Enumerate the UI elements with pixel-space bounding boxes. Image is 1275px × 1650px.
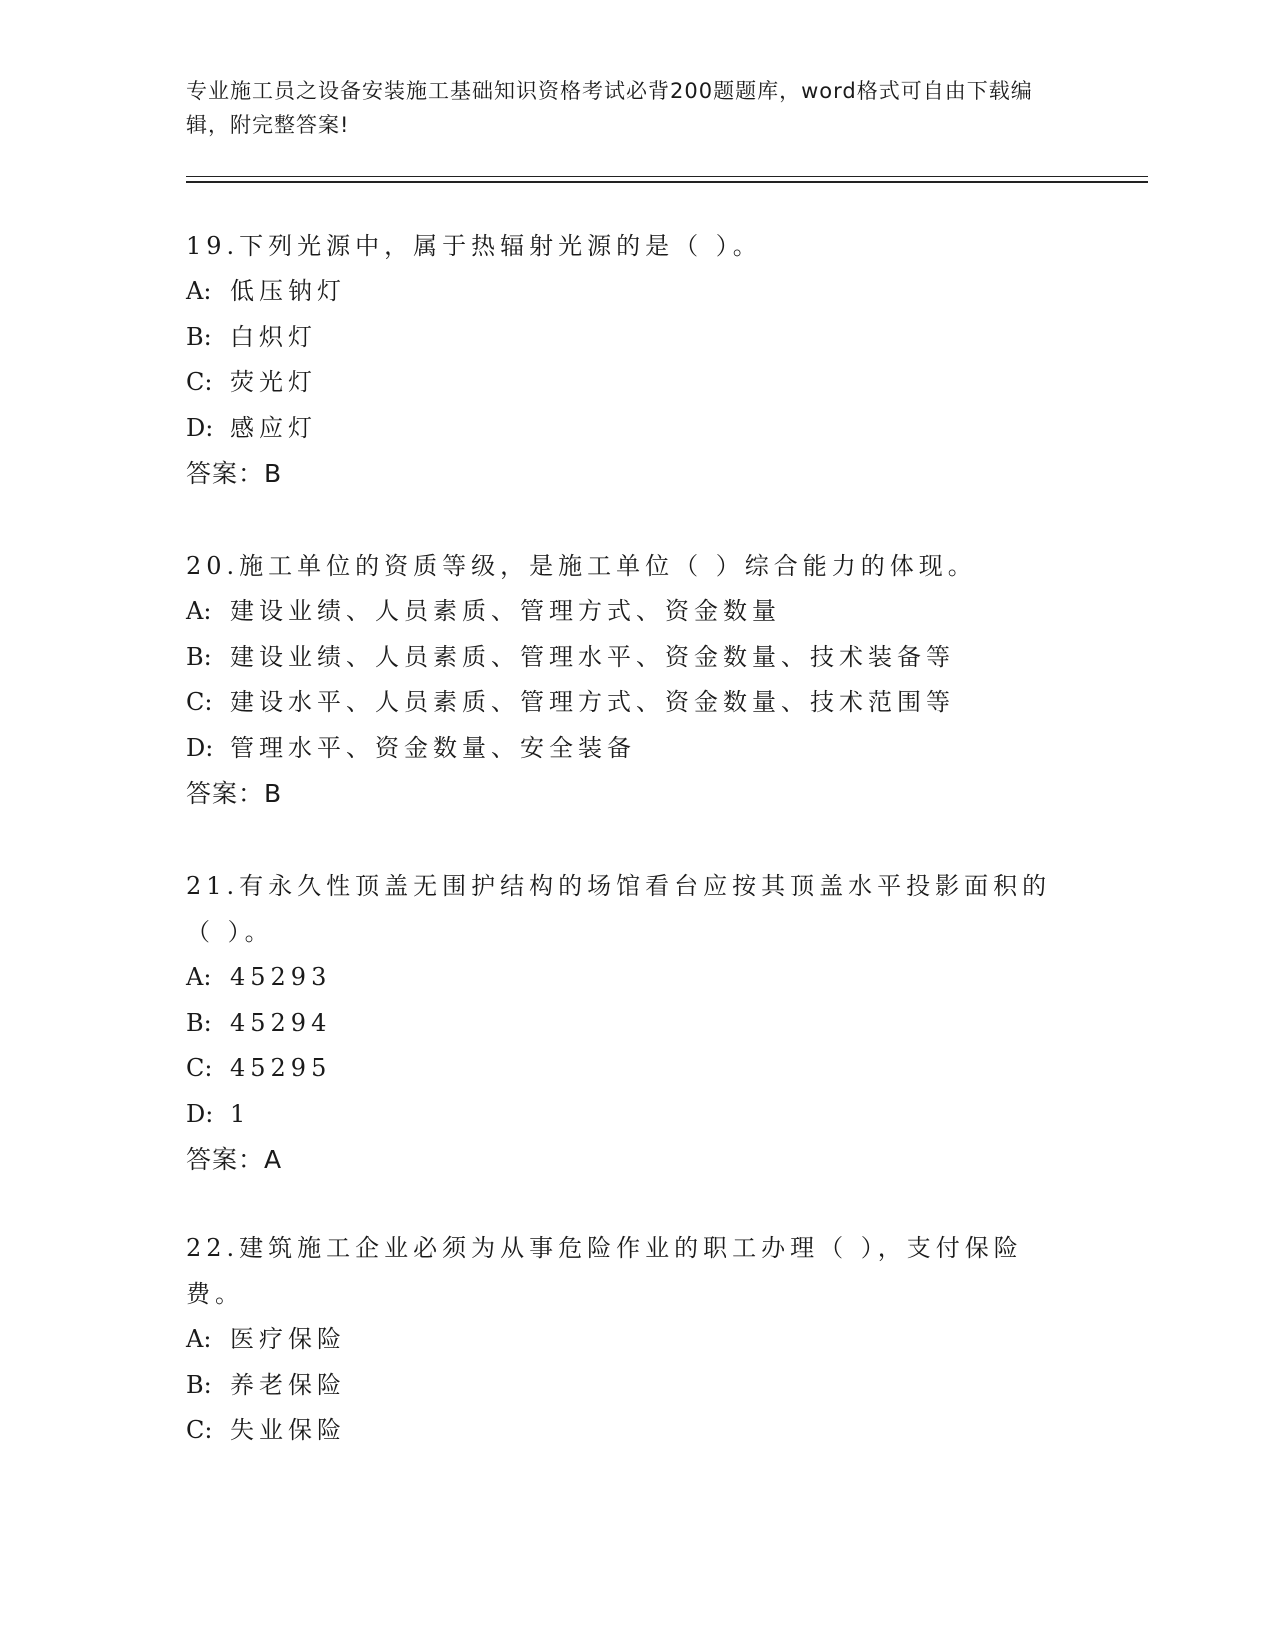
option-key: B: xyxy=(186,1008,212,1037)
option-d xyxy=(186,726,1066,772)
option-key: D: xyxy=(186,413,214,442)
option-key: C: xyxy=(186,1054,213,1082)
option-text: 管理水平、资金数量、安全装备 xyxy=(230,733,636,762)
option-a xyxy=(186,269,1066,315)
question-20 xyxy=(186,543,1066,816)
question-22 xyxy=(186,1225,1066,1454)
header-divider-thin xyxy=(186,176,1148,177)
option-a xyxy=(186,955,1066,1001)
option-b xyxy=(186,1001,1066,1047)
question-19 xyxy=(186,223,1066,496)
question-stem: 21.有永久性顶盖无围护结构的场馆看台应按其顶盖水平投影面积的（ ）。 xyxy=(186,872,1052,946)
question-21 xyxy=(186,863,1066,1182)
question-stem: 22.建筑施工企业必须为从事危险作业的职工办理（ ），支付保险费。 xyxy=(186,1234,1023,1308)
option-key: D: xyxy=(186,1099,214,1128)
option-key: A: xyxy=(186,1325,212,1353)
option-text: 养老保险 xyxy=(230,1370,346,1399)
option-text: 45294 xyxy=(230,1008,332,1037)
option-text: 1 xyxy=(230,1099,251,1128)
option-c xyxy=(186,360,1066,406)
option-text: 45293 xyxy=(230,963,332,991)
answer-label: 答案： xyxy=(186,1145,265,1174)
option-key: C: xyxy=(186,368,213,396)
option-text: 建设业绩、人员素质、管理水平、资金数量、技术装备等 xyxy=(230,642,955,671)
answer-value: B xyxy=(264,779,283,808)
option-d xyxy=(186,1092,1066,1138)
option-b xyxy=(186,1363,1066,1409)
option-key: A: xyxy=(186,597,212,625)
option-text: 荧光灯 xyxy=(230,368,317,396)
answer-line xyxy=(186,1137,1066,1182)
option-c xyxy=(186,1046,1066,1092)
option-key: D: xyxy=(186,733,214,762)
answer-line xyxy=(186,451,1066,496)
answer-value: A xyxy=(264,1145,283,1174)
option-text: 建设水平、人员素质、管理方式、资金数量、技术范围等 xyxy=(230,688,955,716)
answer-label: 答案： xyxy=(186,779,265,808)
option-d xyxy=(186,406,1066,452)
option-key: A: xyxy=(186,963,212,991)
option-a xyxy=(186,1317,1066,1363)
option-b xyxy=(186,635,1066,681)
answer-value: B xyxy=(264,459,283,488)
option-text: 失业保险 xyxy=(230,1416,346,1444)
option-text: 医疗保险 xyxy=(230,1325,346,1353)
option-text: 45295 xyxy=(230,1054,332,1082)
option-text: 感应灯 xyxy=(230,413,317,442)
option-c xyxy=(186,1408,1066,1454)
answer-label: 答案： xyxy=(186,459,265,488)
option-text: 建设业绩、人员素质、管理方式、资金数量 xyxy=(230,597,781,625)
question-stem: 19.下列光源中，属于热辐射光源的是（ ）。 xyxy=(186,232,762,260)
option-text: 白炽灯 xyxy=(230,322,317,351)
header-divider-thick xyxy=(186,181,1148,183)
option-key: C: xyxy=(186,1416,213,1444)
option-a xyxy=(186,589,1066,635)
document-header: 专业施工员之设备安装施工基础知识资格考试必背200题题库，word格式可自由下载编辑，附完整答案! xyxy=(186,79,1033,137)
question-stem: 20.施工单位的资质等级，是施工单位（ ）综合能力的体现。 xyxy=(186,552,977,580)
option-c xyxy=(186,680,1066,726)
option-key: B: xyxy=(186,322,212,351)
option-text: 低压钠灯 xyxy=(230,277,346,305)
answer-line xyxy=(186,771,1066,816)
option-key: A: xyxy=(186,277,212,305)
option-key: B: xyxy=(186,1370,212,1399)
option-key: B: xyxy=(186,642,212,671)
option-key: C: xyxy=(186,688,213,716)
option-b xyxy=(186,315,1066,361)
